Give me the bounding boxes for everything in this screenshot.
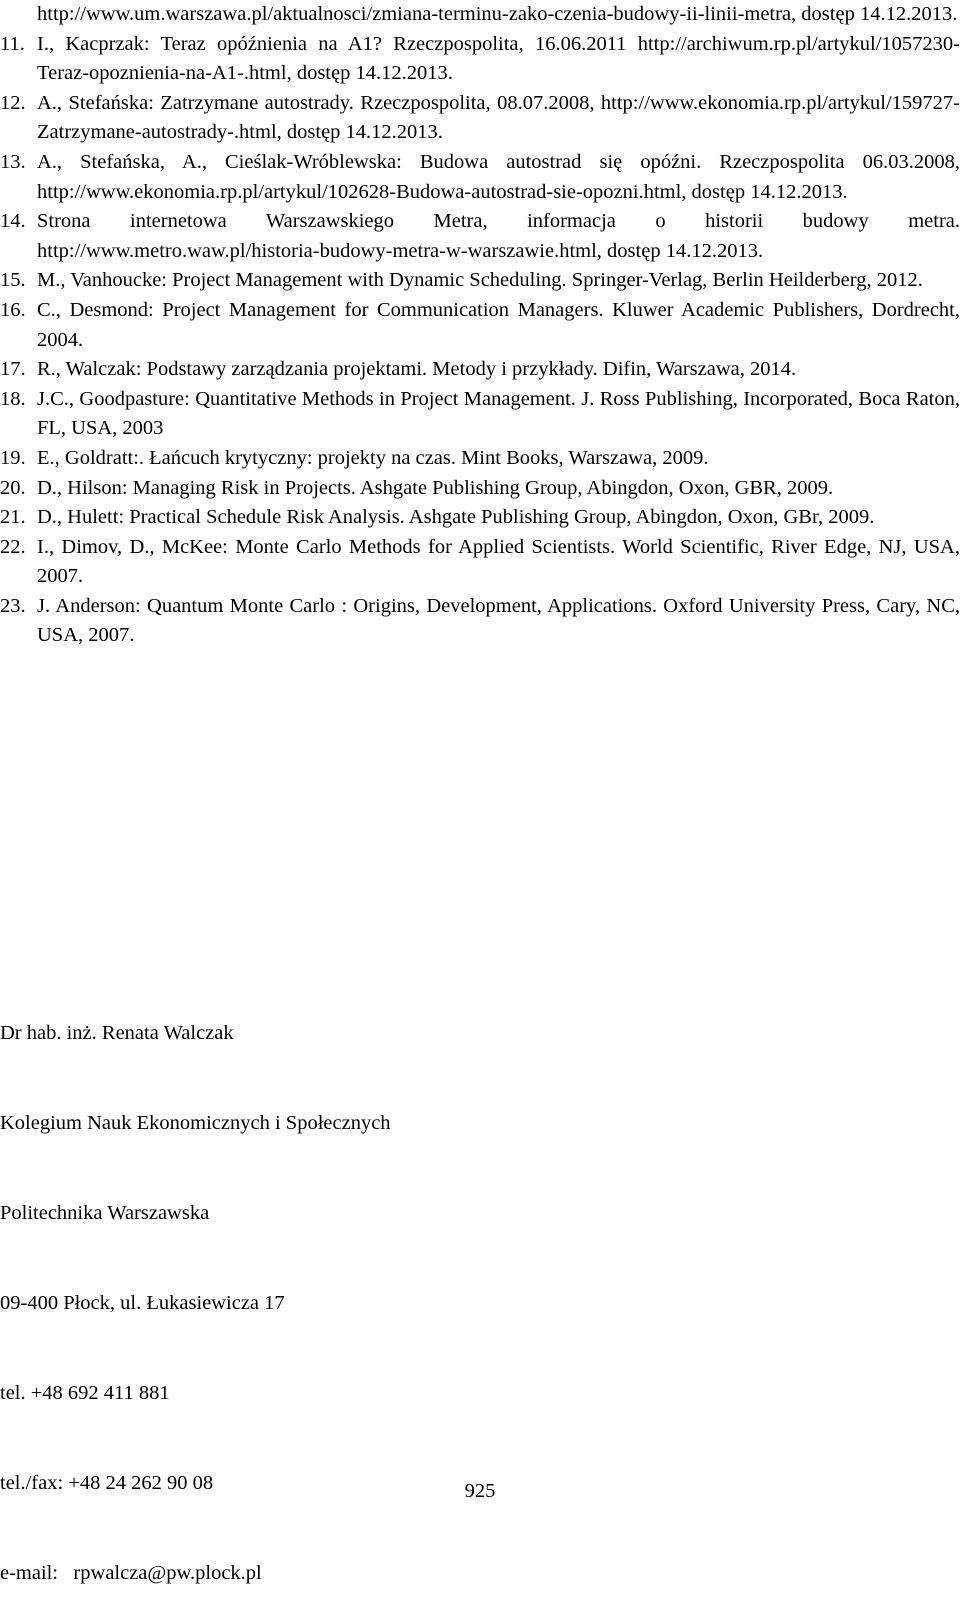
reference-number: 20. [0,476,26,499]
reference-number: 17. [0,358,26,381]
reference-item [0,444,960,474]
reference-text: E., Goldratt:. Łańcuch krytyczny: projekty na czas. Mint Books, Warszawa, 2009. [37,446,709,469]
reference-item [0,385,960,444]
reference-item [0,207,960,266]
author-phone: tel. +48 692 411 881 [0,1382,170,1404]
reference-item [0,592,960,651]
reference-text: A., Stefańska: Zatrzymane autostrady. Rzeczpospolita, 08.07.2008, http://www.ekonomia.rp.pl/artykul/159727-Zatrzymane-autostrady-.html, dostęp 14.12.2013. [37,91,960,144]
author-email: e-mail: rpwalcza@pw.plock.pl [0,1562,262,1584]
reference-text: C., Desmond: Project Management for Communication Managers. Kluwer Academic Publishers, Dordrecht, 2004. [37,298,960,351]
reference-number: 11. [0,32,25,55]
reference-continuation: http://www.um.warszawa.pl/aktualnosci/zmiana-terminu-zako-czenia-budowy-ii-linii-metra, dostęp 14.12.2013. [37,3,958,25]
reference-item [0,355,960,385]
reference-list [0,0,960,651]
author-fax: tel./fax: +48 24 262 90 08 [0,1472,214,1494]
page-number: 925 [464,1480,496,1502]
author-faculty: Kolegium Nauk Ekonomicznych i Społecznych [0,1112,391,1134]
reference-number: 16. [0,298,26,321]
author-block [0,958,391,1618]
reference-number: 18. [0,387,26,410]
reference-text: D., Hilson: Managing Risk in Projects. Ashgate Publishing Group, Abingdon, Oxon, GBR, 2009. [37,476,834,499]
author-address: 09-400 Płock, ul. Łukasiewicza 17 [0,1292,285,1314]
reference-text: J.C., Goodpasture: Quantitative Methods in Project Management. J. Ross Publishing, Incorporated, Boca Raton, FL, USA, 2003 [37,387,960,440]
reference-number: 12. [0,91,26,114]
reference-number: 15. [0,269,26,292]
reference-item [0,30,960,89]
reference-number: 21. [0,506,26,529]
reference-item [0,474,960,504]
reference-item [0,89,960,148]
reference-text: R., Walczak: Podstawy zarządzania projektami. Metody i przykłady. Difin, Warszawa, 2014. [37,358,797,381]
author-name: Dr hab. inż. Renata Walczak [0,1022,234,1044]
reference-text: M., Vanhoucke: Project Management with Dynamic Scheduling. Springer-Verlag, Berlin Heilderberg, 2012. [37,269,923,292]
reference-number: 14. [0,210,26,233]
reference-number: 19. [0,446,26,469]
reference-item [0,266,960,296]
reference-item [0,296,960,355]
reference-number: 23. [0,594,26,617]
author-university: Politechnika Warszawska [0,1202,210,1224]
reference-item [0,503,960,533]
reference-text: I., Dimov, D., McKee: Monte Carlo Methods for Applied Scientists. World Scientific, River Edge, NJ, USA, 2007. [37,535,960,588]
reference-number: 22. [0,535,26,558]
reference-text: Strona internetowa Warszawskiego Metra, informacja o historii budowy metra. http://www.metro.waw.pl/historia-budowy-metra-w-warszawie.html, dostęp 14.12.2013. [37,210,960,262]
reference-item [0,148,960,207]
reference-text: I., Kacprzak: Teraz opóźnienia na A1? Rzeczpospolita, 16.06.2011 http://archiwum.rp.pl/artykul/1057230-Teraz-opoznienia-na-A1-.html, dostęp 14.12.2013. [37,32,960,85]
reference-text: J. Anderson: Quantum Monte Carlo : Origins, Development, Applications. Oxford University Press, Cary, NC, USA, 2007. [37,594,960,647]
reference-number: 13. [0,150,26,173]
reference-text: A., Stefańska, A., Cieślak-Wróblewska: Budowa autostrad się opóźni. Rzeczpospolita 06.03.2008, http://www.ekonomia.rp.pl/artykul/102628-Budowa-autostrad-sie-opozni.html, dostęp 14.12.2013. [37,150,960,203]
reference-item [0,533,960,592]
reference-text: D., Hulett: Practical Schedule Risk Analysis. Ashgate Publishing Group, Abingdon, Oxon, GBr, 2009. [37,506,875,529]
